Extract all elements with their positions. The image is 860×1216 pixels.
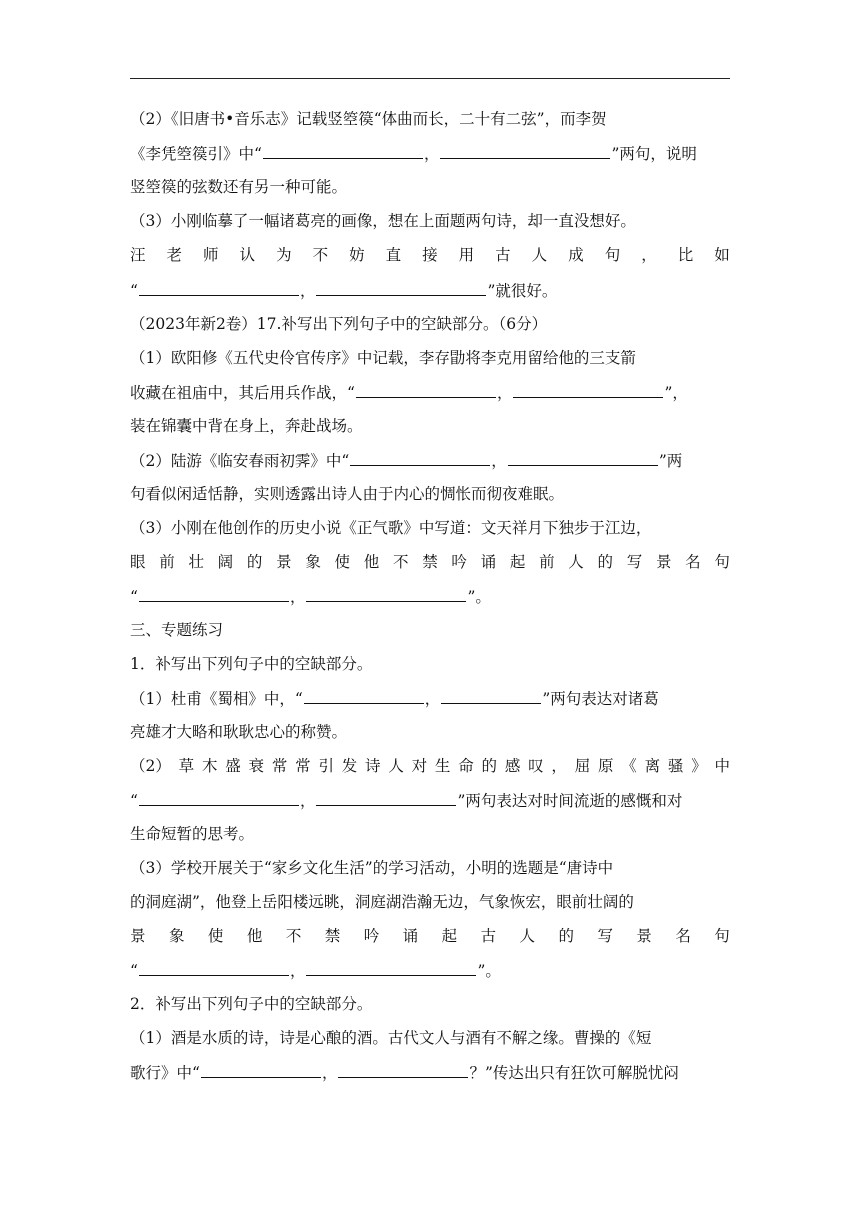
text-line: （2）陆游《临安春雨初霁》中“ ， ”两 bbox=[130, 449, 730, 471]
text-line: （1）酒是水质的诗，诗是心酿的酒。古代文人与酒有不解之缘。曹操的《短 bbox=[130, 1029, 652, 1047]
answer-blank[interactable] bbox=[139, 959, 289, 976]
text-line: （3）小刚临摹了一幅诸葛亮的画像，想在上面题两句诗，却一直没想好。 bbox=[130, 212, 636, 230]
text-line: 生命短暂的思考。 bbox=[130, 825, 255, 843]
text-line: 《李凭箜篌引》中“ ， ”两句，说明 bbox=[130, 142, 730, 164]
text-line: （2）《旧唐书•音乐志》记载竖箜篌“体曲而长，二十有二弦”，而李贺 bbox=[130, 110, 607, 128]
text-line: 亮雄才大略和耿耿忠心的称赞。 bbox=[130, 723, 348, 741]
question-heading: 1．补写出下列句子中的空缺部分。 bbox=[130, 655, 373, 673]
text-line: （3）学校开展关于“家乡文化生活”的学习活动，小明的选题是“唐诗中 bbox=[130, 859, 614, 877]
answer-blank[interactable] bbox=[440, 142, 610, 159]
answer-blank[interactable] bbox=[338, 1061, 468, 1078]
answer-blank[interactable] bbox=[441, 687, 541, 704]
text-line: 歌行》中“ ， ？”传达出只有狂饮可解脱忧闷 bbox=[130, 1061, 730, 1083]
text-line: “ ， ”两句表达对时间流逝的感慨和对 bbox=[130, 789, 730, 811]
text-line: “ ， ”就很好。 bbox=[130, 279, 730, 301]
question-heading: （2023年新2卷）17.补写出下列句子中的空缺部分。（6分） bbox=[130, 315, 548, 333]
justified-line: 汪 老 师 认 为 不 妨 直 接 用 古 人 成 句 ， 比 如 bbox=[130, 246, 730, 264]
section-heading: 三、专题练习 bbox=[130, 621, 224, 639]
header-rule bbox=[130, 78, 730, 79]
text-line: “ ， ”。 bbox=[130, 585, 730, 607]
text-line: 的洞庭湖”，他登上岳阳楼远眺，洞庭湖浩瀚无边，气象恢宏，眼前壮阔的 bbox=[130, 893, 634, 911]
justified-line: （2） 草 木 盛 衰 常 常 引 发 诗 人 对 生 命 的 感 叹 ， 屈 原 《 离 骚 》 中 bbox=[130, 757, 730, 775]
text-line: 装在锦囊中背在身上，奔赴战场。 bbox=[130, 417, 363, 435]
answer-blank[interactable] bbox=[306, 959, 476, 976]
answer-blank[interactable] bbox=[139, 279, 299, 296]
answer-blank[interactable] bbox=[350, 449, 490, 466]
text-line: （1）欧阳修《五代史伶官传序》中记载，李存勖将李克用留给他的三支箭 bbox=[130, 349, 636, 367]
answer-blank[interactable] bbox=[139, 789, 299, 806]
text-line: （1）杜甫《蜀相》中，“ ， ”两句表达对诸葛 bbox=[130, 687, 730, 709]
text-line: 收藏在祖庙中，其后用兵作战，“ ， ”， bbox=[130, 381, 730, 403]
question-heading: 2．补写出下列句子中的空缺部分。 bbox=[130, 995, 373, 1013]
answer-blank[interactable] bbox=[201, 1061, 321, 1078]
answer-blank[interactable] bbox=[304, 687, 424, 704]
answer-blank[interactable] bbox=[139, 585, 289, 602]
text-line: 句看似闲适恬静，实则透露出诗人由于内心的惆怅而彻夜难眠。 bbox=[130, 485, 565, 503]
justified-line: 景 象 使 他 不 禁 吟 诵 起 古 人 的 写 景 名 句 bbox=[130, 927, 730, 945]
answer-blank[interactable] bbox=[316, 279, 486, 296]
text-line: “ ， ”。 bbox=[130, 959, 730, 981]
text-line: （3）小刚在他创作的历史小说《正气歌》中写道：文天祥月下独步于江边， bbox=[130, 519, 652, 537]
answer-blank[interactable] bbox=[356, 381, 496, 398]
answer-blank[interactable] bbox=[508, 449, 658, 466]
justified-line: 眼 前 壮 阔 的 景 象 使 他 不 禁 吟 诵 起 前 人 的 写 景 名 句 bbox=[130, 553, 730, 571]
answer-blank[interactable] bbox=[316, 789, 456, 806]
answer-blank[interactable] bbox=[306, 585, 466, 602]
answer-blank[interactable] bbox=[263, 142, 423, 159]
answer-blank[interactable] bbox=[513, 381, 663, 398]
text-line: 竖箜篌的弦数还有另一种可能。 bbox=[130, 178, 348, 196]
